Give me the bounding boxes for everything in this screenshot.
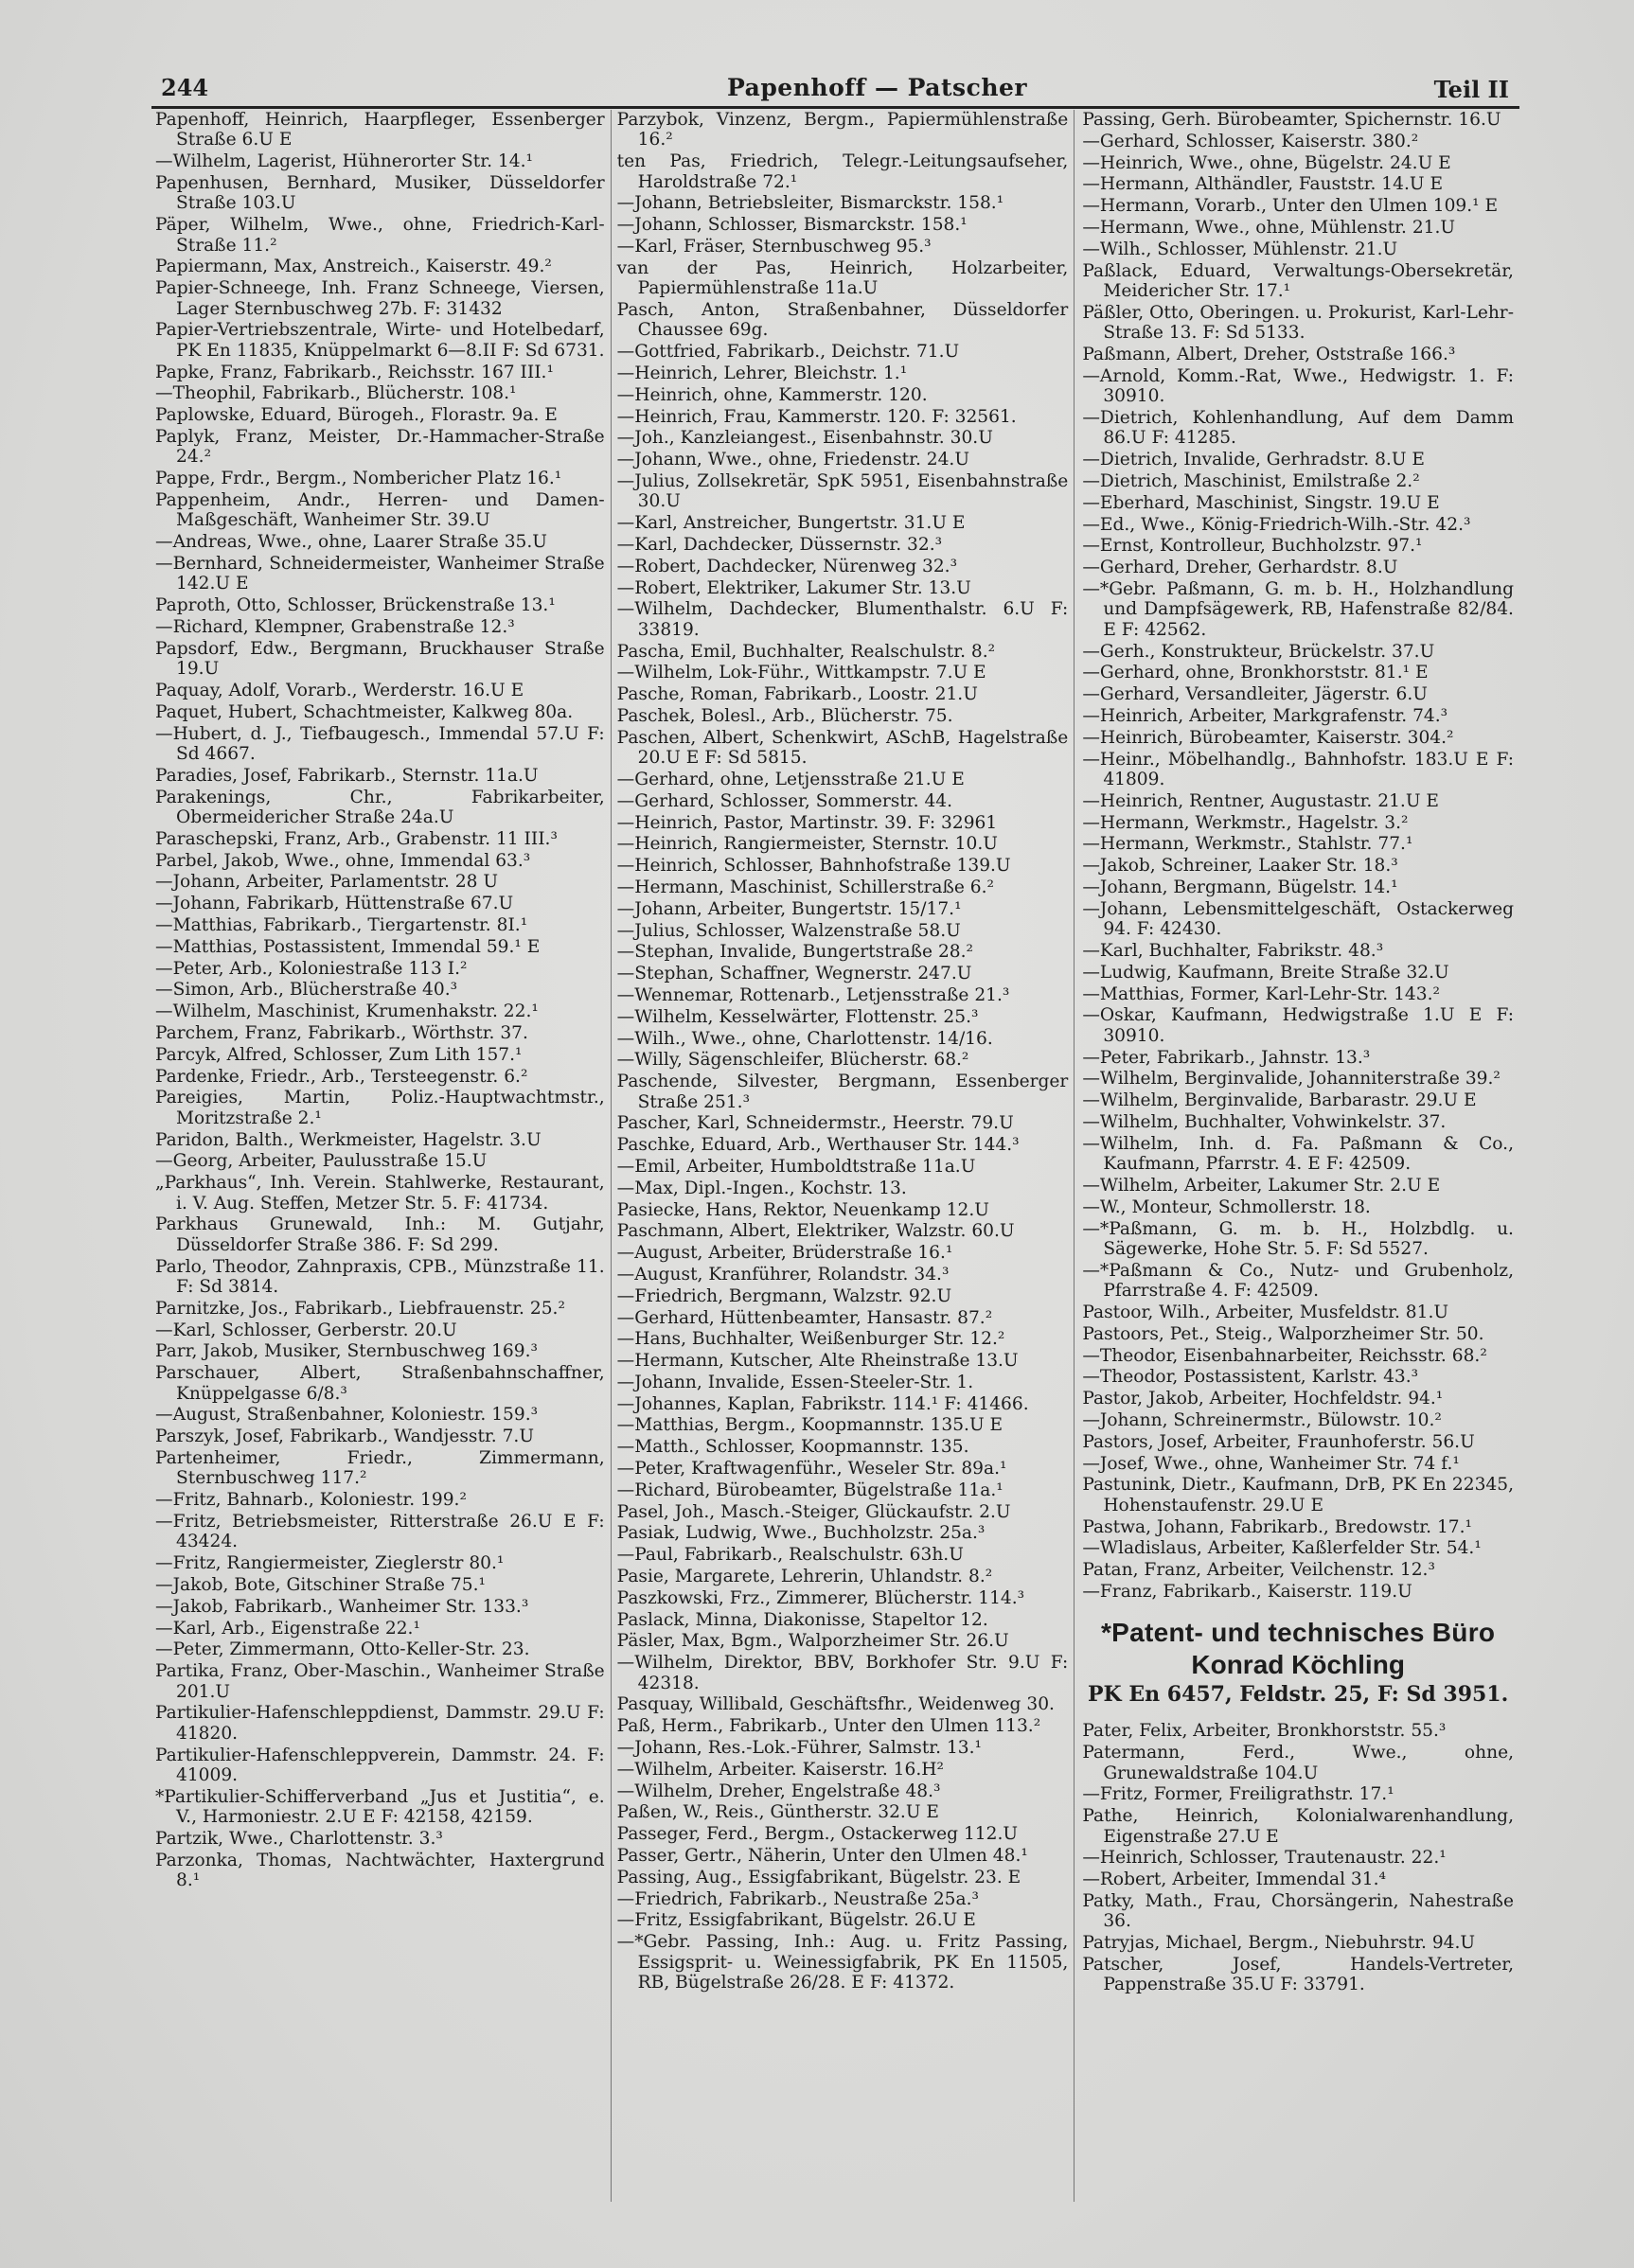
directory-entry: —Matth., Schlosser, Koopmannstr. 135. <box>616 1437 969 1458</box>
directory-entry: —Wilhelm, Berginvalide, Barbarastr. 29.U E <box>1082 1090 1477 1111</box>
column-3-entries-after-ad <box>1082 1721 1514 1994</box>
directory-entry: Pastor, Jakob, Arbeiter, Hochfeldstr. 94.¹ <box>1082 1389 1444 1409</box>
directory-entry: Päper, Wilhelm, Wwe., ohne, Friedrich-Karl-Straße 11.² <box>155 215 605 256</box>
directory-entry: Parkhaus Grunewald, Inh.: M. Gutjahr, Düsseldorfer Straße 386. F: Sd 299. <box>155 1214 605 1255</box>
directory-entry: Paschende, Silvester, Bergmann, Essenberger Straße 251.³ <box>616 1072 1069 1112</box>
directory-entry: Partikulier-Hafenschleppverein, Dammstr. 24. F: 41009. <box>155 1745 605 1785</box>
directory-entry: —Hermann, Kutscher, Alte Rheinstraße 13.U <box>616 1351 1019 1372</box>
directory-entry: —Willy, Sägenschleifer, Blücherstr. 68.² <box>616 1050 969 1071</box>
directory-entry: —Wilhelm, Lagerist, Hühnerorter Str. 14.¹ <box>155 151 533 172</box>
directory-entry: —Wennemar, Rottenarb., Letjensstraße 21.³ <box>616 984 1010 1005</box>
directory-entry: —Oskar, Kaufmann, Hedwigstraße 1.U E F: 30910. <box>1082 1005 1514 1046</box>
directory-entry: —Heinrich, Frau, Kammerstr. 120. F: 32561. <box>616 406 1017 427</box>
directory-entry: —Ludwig, Kaufmann, Breite Straße 32.U <box>1082 962 1449 983</box>
directory-entry: Pastwa, Johann, Fabrikarb., Bredowstr. 17.¹ <box>1082 1516 1472 1537</box>
directory-entry: Papenhusen, Bernhard, Musiker, Düsseldorfer Straße 103.U <box>155 173 605 214</box>
directory-entry: —Hermann, Wwe., ohne, Mühlenstr. 21.U <box>1082 217 1456 238</box>
directory-entry: —Theophil, Fabrikarb., Blücherstr. 108.¹ <box>155 383 517 404</box>
directory-entry: —Wilhelm, Kesselwärter, Flottenstr. 25.³ <box>616 1006 979 1027</box>
directory-entry: —Heinrich, Arbeiter, Markgrafenstr. 74.³ <box>1082 705 1448 726</box>
directory-entry: —Wilh., Wwe., ohne, Charlottenstr. 14/16. <box>616 1028 993 1049</box>
directory-entry: —Theodor, Eisenbahnarbeiter, Reichsstr. 68.² <box>1082 1345 1487 1366</box>
directory-entry: —Eberhard, Maschinist, Singstr. 19.U E <box>1082 492 1440 513</box>
directory-entry: —Heinrich, Schlosser, Trautenaustr. 22.¹ <box>1082 1848 1447 1869</box>
ad-company: Konrad Köchling <box>1191 1650 1405 1680</box>
directory-entry: —Johann, Arbeiter, Parlamentstr. 28 U <box>155 872 499 893</box>
directory-entry: —Johann, Fabrikarb, Hüttenstraße 67.U <box>155 894 514 914</box>
directory-entry: —Heinrich, Bürobeamter, Kaiserstr. 304.² <box>1082 727 1454 748</box>
directory-entry: Pascher, Karl, Schneidermstr., Heerstr. 79.U <box>616 1113 1014 1134</box>
directory-entry: Paßmann, Albert, Dreher, Oststraße 166.³ <box>1082 344 1456 364</box>
directory-entry: —Richard, Klempner, Grabenstraße 12.³ <box>155 617 515 637</box>
directory-entry: Papke, Franz, Fabrikarb., Reichsstr. 167 III.¹ <box>155 362 554 382</box>
directory-entry: Paquay, Adolf, Vorarb., Werderstr. 16.U E <box>155 681 524 700</box>
directory-entry: Papsdorf, Edw., Bergmann, Bruckhauser Straße 19.U <box>155 638 605 680</box>
directory-entry: Patryjas, Michael, Bergm., Niebuhrstr. 94.U <box>1082 1933 1476 1954</box>
directory-entry: Papier-Schneege, Inh. Franz Schneege, Viersen, Lager Sternbuschweg 27b. F: 31432 <box>155 278 605 319</box>
running-title: Papenhoff — Patscher <box>727 74 1028 101</box>
directory-entry: Papenhoff, Heinrich, Haarpfleger, Essenberger Straße 6.U E <box>155 110 605 151</box>
directory-entry: —Emil, Arbeiter, Humboldtstraße 11a.U <box>616 1156 976 1177</box>
directory-entry: —Heinrich, ohne, Kammerstr. 120. <box>616 384 928 405</box>
directory-entry: Parbel, Jakob, Wwe., ohne, Immendal 63.³ <box>155 850 531 871</box>
directory-entry: —Paul, Fabrikarb., Realschulstr. 63h.U <box>616 1545 964 1566</box>
directory-entry: Pasche, Roman, Fabrikarb., Loostr. 21.U <box>616 684 978 705</box>
directory-entry: Paß, Herm., Fabrikarb., Unter den Ulmen 113.² <box>616 1716 1041 1737</box>
directory-entry: Parzonka, Thomas, Nachtwächter, Haxtergrund 8.¹ <box>155 1850 605 1891</box>
directory-entry: —Wilhelm, Arbeiter. Kaiserstr. 16.H² <box>616 1759 944 1780</box>
directory-entry: —Gerhard, Dreher, Gerhardstr. 8.U <box>1082 558 1398 578</box>
directory-entry: —Max, Dipl.-Ingen., Kochstr. 13. <box>616 1178 907 1198</box>
directory-entry: —August, Arbeiter, Brüderstraße 16.¹ <box>616 1243 953 1264</box>
column-1 <box>151 110 612 2202</box>
directory-entry: Papier-Vertriebszentrale, Wirte- und Hotelbedarf, PK En 11835, Knüppelmarkt 6—8.II F: Sd 6731. <box>155 320 605 361</box>
directory-entry: Parcyk, Alfred, Schlosser, Zum Lith 157.¹ <box>155 1044 523 1065</box>
ad-contact: PK En 6457, Feldstr. 25, F: Sd 3951. <box>1088 1682 1509 1708</box>
part-label: Teil II <box>1433 76 1509 103</box>
directory-entry: —Wilhelm, Buchhalter, Vohwinkelstr. 37. <box>1082 1111 1447 1132</box>
directory-entry: —Wilhelm, Lok-Führ., Wittkampstr. 7.U E <box>616 663 986 683</box>
directory-entry: —Hermann, Werkmstr., Hagelstr. 3.² <box>1082 812 1409 833</box>
directory-entry: Papiermann, Max, Anstreich., Kaiserstr. 49.² <box>155 257 552 277</box>
directory-entry: Patky, Math., Frau, Chorsängerin, Nahestraße 36. <box>1082 1890 1514 1932</box>
directory-entry: —Matthias, Postassistent, Immendal 59.¹ E <box>155 936 541 957</box>
advertisement <box>1082 1617 1514 1708</box>
directory-entry: Paßen, W., Reis., Güntherstr. 32.U E <box>616 1802 939 1823</box>
directory-entry: —Gerhard, ohne, Bronkhorststr. 81.¹ E <box>1082 663 1429 683</box>
directory-entry: —Friedrich, Fabrikarb., Neustraße 25a.³ <box>616 1888 979 1909</box>
column-3 <box>1075 110 1519 2202</box>
directory-entry: *Partikulier-Schifferverband „Jus et Justitia“, e. V., Harmoniestr. 2.U E F: 42158, 42159. <box>155 1786 605 1828</box>
directory-entry: Paschke, Eduard, Arb., Werthauser Str. 144.³ <box>616 1135 1020 1156</box>
directory-entry: Paridon, Balth., Werkmeister, Hagelstr. 3.U <box>155 1129 542 1150</box>
directory-entry: Pareigies, Martin, Poliz.-Hauptwachtmstr., Moritzstraße 2.¹ <box>155 1088 605 1128</box>
directory-entry: Paslack, Minna, Diakonisse, Stapeltor 12. <box>616 1609 988 1630</box>
directory-entry: —Johannes, Kaplan, Fabrikstr. 114.¹ F: 41466. <box>616 1393 1029 1414</box>
directory-entry: —Karl, Fräser, Sternbuschweg 95.³ <box>616 237 932 257</box>
directory-entry: Passer, Gertr., Näherin, Unter den Ulmen 48.¹ <box>616 1846 1028 1867</box>
directory-entry: Pasquay, Willibald, Geschäftsfhr., Weidenweg 30. <box>616 1694 1055 1715</box>
directory-entry: —Wilhelm, Dachdecker, Blumenthalstr. 6.U F: 33819. <box>616 599 1069 640</box>
directory-entry: Parchem, Franz, Fabrikarb., Wörthstr. 37. <box>155 1022 528 1043</box>
directory-entry: —Wilhelm, Direktor, BBV, Borkhofer Str. 9.U F: 42318. <box>616 1653 1069 1693</box>
ad-title: *Patent- und technisches Büro <box>1100 1618 1496 1648</box>
directory-entry: Parschauer, Albert, Straßenbahnschaffner, Knüppelgasse 6/8.³ <box>155 1363 605 1404</box>
directory-entry: —Richard, Bürobeamter, Bügelstraße 11a.¹ <box>616 1480 1003 1500</box>
directory-entry: —Wilhelm, Dreher, Engelstraße 48.³ <box>616 1781 941 1801</box>
directory-entry: Pasch, Anton, Straßenbahner, Düsseldorfer Chaussee 69g. <box>616 300 1069 341</box>
directory-entry: Partzik, Wwe., Charlottenstr. 3.³ <box>155 1828 443 1849</box>
directory-entry: „Parkhaus“, Inh. Verein. Stahlwerke, Restaurant, i. V. Aug. Steffen, Metzer Str. 5. F: 41734. <box>155 1173 605 1214</box>
directory-entry: —Jakob, Schreiner, Laaker Str. 18.³ <box>1082 856 1398 877</box>
directory-entry: Patermann, Ferd., Wwe., ohne, Grunewaldstraße 104.U <box>1082 1743 1514 1783</box>
directory-entry: —Franz, Fabrikarb., Kaiserstr. 119.U <box>1082 1581 1412 1602</box>
directory-entry: —Hermann, Vorarb., Unter den Ulmen 109.¹ E <box>1082 196 1499 217</box>
directory-entry: —Wilhelm, Maschinist, Krumenhakstr. 22.¹ <box>155 1001 539 1022</box>
directory-entry: Pastors, Josef, Arbeiter, Fraunhoferstr. 56.U <box>1082 1431 1475 1452</box>
directory-entry: Parlo, Theodor, Zahnpraxis, CPB., Münzstraße 11. F: Sd 3814. <box>155 1256 605 1297</box>
directory-entry: —Jakob, Bote, Gitschiner Straße 75.¹ <box>155 1574 486 1595</box>
directory-entry: Paproth, Otto, Schlosser, Brückenstraße 13.¹ <box>155 595 556 616</box>
directory-entry: —Peter, Fabrikarb., Jahnstr. 13.³ <box>1082 1047 1371 1068</box>
directory-entry: —Matthias, Fabrikarb., Tiergartenstr. 8I.¹ <box>155 914 528 935</box>
directory-entry: —Dietrich, Kohlenhandlung, Auf dem Damm 86.U F: 41285. <box>1082 407 1514 449</box>
directory-entry: —Joh., Kanzleiangest., Eisenbahnstr. 30.U <box>616 428 993 449</box>
directory-entry: —Fritz, Bahnarb., Koloniestr. 199.² <box>155 1490 467 1511</box>
directory-entry: Parakenings, Chr., Fabrikarbeiter, Obermeidericher Straße 24a.U <box>155 787 605 827</box>
directory-entry: Paszkowski, Frz., Zimmerer, Blücherstr. 114.³ <box>616 1587 1025 1608</box>
directory-entry: —Wilhelm, Berginvalide, Johanniterstraße 39.² <box>1082 1069 1501 1090</box>
directory-entry: Partika, Franz, Ober-Maschin., Wanheimer Straße 201.U <box>155 1661 605 1702</box>
directory-entry: —Heinrich, Wwe., ohne, Bügelstr. 24.U E <box>1082 152 1451 173</box>
column-3-entries <box>1082 110 1514 1602</box>
directory-entry: —Fritz, Former, Freiligrathstr. 17.¹ <box>1082 1784 1394 1805</box>
directory-entry: —Robert, Elektriker, Lakumer Str. 13.U <box>616 577 971 598</box>
directory-entry: —Dietrich, Invalide, Gerhradstr. 8.U E <box>1082 450 1425 470</box>
directory-entry: —Hermann, Althändler, Fauststr. 14.U E <box>1082 174 1444 195</box>
directory-entry: —Johann, Res.-Lok.-Führer, Salmstr. 13.¹ <box>616 1738 982 1759</box>
directory-entry: —Friedrich, Bergmann, Walzstr. 92.U <box>616 1285 952 1306</box>
directory-entry: Pasiak, Ludwig, Wwe., Buchholzstr. 25a.³ <box>616 1523 986 1544</box>
directory-entry: Pasie, Margarete, Lehrerin, Uhlandstr. 8.² <box>616 1567 993 1587</box>
directory-entry: —Matthias, Former, Karl-Lehr-Str. 143.² <box>1082 983 1440 1004</box>
directory-entry: —Karl, Buchhalter, Fabrikstr. 48.³ <box>1082 940 1384 961</box>
directory-entry: —Gerhard, Hüttenbeamter, Hansastr. 87.² <box>616 1307 993 1328</box>
directory-entry: Pastunink, Dietr., Kaufmann, DrB, PK En 22345, Hohenstaufenstr. 29.U E <box>1082 1475 1514 1515</box>
directory-entry: —August, Straßenbahner, Koloniestr. 159.³ <box>155 1405 539 1426</box>
directory-entry: —Julius, Zollsekretär, SpK 5951, Eisenbahnstraße 30.U <box>616 470 1069 512</box>
directory-entry: —Heinrich, Rentner, Augustastr. 21.U E <box>1082 790 1439 811</box>
directory-entry: —Gerhard, Schlosser, Kaiserstr. 380.² <box>1082 131 1419 151</box>
directory-entry: —Gerhard, Versandleiter, Jägerstr. 6.U <box>1082 684 1428 705</box>
directory-entry: —Johann, Lebensmittelgeschäft, Ostackerweg 94. F: 42430. <box>1082 898 1514 940</box>
directory-entry: Pastoors, Pet., Steig., Walporzheimer Str. 50. <box>1082 1323 1484 1344</box>
directory-entry: Paplyk, Franz, Meister, Dr.-Hammacher-Straße 24.² <box>155 427 605 468</box>
header-rule <box>151 106 1519 109</box>
directory-entry: Parr, Jakob, Musiker, Sternbuschweg 169.³ <box>155 1341 538 1362</box>
page-header <box>159 74 1513 106</box>
directory-entry: Paradies, Josef, Fabrikarb., Sternstr. 11a.U <box>155 765 539 786</box>
directory-entry: —Wilhelm, Arbeiter, Lakumer Str. 2.U E <box>1082 1175 1441 1196</box>
directory-entry: Patscher, Josef, Handels-Vertreter, Pappenstraße 35.U F: 33791. <box>1082 1954 1514 1995</box>
directory-entry: —Johann, Wwe., ohne, Friedenstr. 24.U <box>616 450 970 470</box>
directory-entry: Pasel, Joh., Masch.-Steiger, Glückaufstr. 2.U <box>616 1501 1011 1522</box>
directory-entry: —Johann, Invalide, Essen-Steeler-Str. 1. <box>616 1372 974 1392</box>
directory-entry: —Gerhard, ohne, Letjensstraße 21.U E <box>616 769 965 789</box>
directory-entry: Paßlack, Eduard, Verwaltungs-Obersekretär, Meidericher Str. 17.¹ <box>1082 260 1514 301</box>
directory-entry: Paquet, Hubert, Schachtmeister, Kalkweg 80a. <box>155 701 574 722</box>
directory-entry: —Karl, Anstreicher, Bungertstr. 31.U E <box>616 513 966 534</box>
directory-columns <box>151 110 1519 2202</box>
directory-entry: —*Gebr. Passing, Inh.: Aug. u. Fritz Passing, Essigsprit- u. Weinessigfabrik, PK En 11505, RB, Bügelstraße 26/28. E F: 41372. <box>616 1932 1069 1993</box>
directory-entry: Passing, Aug., Essigfabrikant, Bügelstr. 23. E <box>616 1867 1021 1887</box>
directory-entry: van der Pas, Heinrich, Holzarbeiter, Papiermühlenstraße 11a.U <box>616 257 1069 299</box>
directory-entry: —*Gebr. Paßmann, G. m. b. H., Holzhandlung und Dampfsägewerk, RB, Hafenstraße 82/84. E F: 42562. <box>1082 578 1514 640</box>
directory-entry: —Heinrich, Lehrer, Bleichstr. 1.¹ <box>616 363 908 383</box>
directory-entry: ten Pas, Friedrich, Telegr.-Leitungsaufseher, Haroldstraße 72.¹ <box>616 151 1069 192</box>
directory-entry: —*Paßmann, G. m. b. H., Holzbdlg. u. Sägewerke, Hohe Str. 5. F: Sd 5527. <box>1082 1218 1514 1259</box>
directory-entry: Paplowske, Eduard, Bürogeh., Florastr. 9a. E <box>155 405 558 426</box>
directory-entry: —Heinr., Möbelhandlg., Bahnhofstr. 183.U E F: 41809. <box>1082 749 1514 789</box>
directory-entry: —Ed., Wwe., König-Friedrich-Wilh.-Str. 42.³ <box>1082 514 1471 535</box>
directory-entry: —Karl, Schlosser, Gerberstr. 20.U <box>155 1320 457 1340</box>
directory-entry: —Georg, Arbeiter, Paulusstraße 15.U <box>155 1151 488 1172</box>
directory-entry: —Arnold, Komm.-Rat, Wwe., Hedwigstr. 1. F: 30910. <box>1082 365 1514 407</box>
directory-entry: —Matthias, Bergm., Koopmannstr. 135.U E <box>616 1415 1003 1436</box>
directory-entry: Passeger, Ferd., Bergm., Ostackerweg 112.U <box>616 1824 1019 1845</box>
directory-entry: Paschek, Bolesl., Arb., Blücherstr. 75. <box>616 705 953 726</box>
directory-entry: —Robert, Dachdecker, Nürenweg 32.³ <box>616 556 958 576</box>
directory-entry: —Hubert, d. J., Tiefbaugesch., Immendal 57.U F: Sd 4667. <box>155 723 605 764</box>
directory-entry: —Karl, Arb., Eigenstraße 22.¹ <box>155 1618 420 1639</box>
directory-entry: —Ernst, Kontrolleur, Buchholzstr. 97.¹ <box>1082 536 1423 557</box>
directory-entry: —Johann, Schlosser, Bismarckstr. 158.¹ <box>616 215 968 236</box>
directory-entry: Pater, Felix, Arbeiter, Bronkhorststr. 55.³ <box>1082 1721 1447 1742</box>
directory-entry: —Gerhard, Schlosser, Sommerstr. 44. <box>616 790 953 811</box>
page-number: 244 <box>161 74 209 101</box>
column-2 <box>612 110 1075 2202</box>
directory-entry: —Heinrich, Rangiermeister, Sternstr. 10.U <box>616 834 998 855</box>
directory-entry: —Johann, Arbeiter, Bungertstr. 15/17.¹ <box>616 898 962 919</box>
directory-entry: —Josef, Wwe., ohne, Wanheimer Str. 74 f.¹ <box>1082 1453 1460 1474</box>
directory-entry: —Stephan, Schaffner, Wegnerstr. 247.U <box>616 964 972 984</box>
directory-entry: —Fritz, Rangiermeister, Zieglerstr 80.¹ <box>155 1553 505 1574</box>
directory-entry: Patan, Franz, Arbeiter, Veilchenstr. 12.³ <box>1082 1560 1435 1581</box>
directory-entry: —Bernhard, Schneidermeister, Wanheimer Straße 142.U E <box>155 554 605 594</box>
directory-entry: Paschen, Albert, Schenkwirt, ASchB, Hagelstraße 20.U E F: Sd 5815. <box>616 727 1069 769</box>
directory-entry: —Robert, Arbeiter, Immendal 31.⁴ <box>1082 1869 1386 1890</box>
directory-entry: —Dietrich, Maschinist, Emilstraße 2.² <box>1082 470 1420 491</box>
directory-entry: Partenheimer, Friedr., Zimmermann, Sternbuschweg 117.² <box>155 1447 605 1489</box>
directory-entry: —Gottfried, Fabrikarb., Deichstr. 71.U <box>616 342 960 363</box>
directory-entry: —Jakob, Fabrikarb., Wanheimer Str. 133.³ <box>155 1596 529 1617</box>
directory-entry: Parzybok, Vinzenz, Bergm., Papiermühlenstraße 16.² <box>616 110 1069 151</box>
directory-entry: —August, Kranführer, Rolandstr. 34.³ <box>616 1264 950 1285</box>
directory-entry: Pathe, Heinrich, Kolonialwarenhandlung, Eigenstraße 27.U E <box>1082 1806 1514 1847</box>
directory-entry: Pasiecke, Hans, Rektor, Neuenkamp 12.U <box>616 1199 989 1220</box>
directory-entry: —Hermann, Werkmstr., Stahlstr. 77.¹ <box>1082 834 1413 855</box>
directory-entry: —Hans, Buchhalter, Weißenburger Str. 12.² <box>616 1329 1005 1350</box>
directory-entry: —Peter, Kraftwagenführ., Weseler Str. 89a.¹ <box>616 1459 1007 1480</box>
directory-entry: Passing, Gerh. Bürobeamter, Spichernstr. 16.U <box>1082 110 1501 130</box>
directory-entry: Paraschepski, Franz, Arb., Grabenstr. 11 III.³ <box>155 828 558 849</box>
directory-entry: —Johann, Bergmann, Bügelstr. 14.¹ <box>1082 877 1398 897</box>
directory-entry: —Peter, Zimmermann, Otto-Keller-Str. 23. <box>155 1639 530 1660</box>
directory-entry: Parnitzke, Jos., Fabrikarb., Liebfrauenstr. 25.² <box>155 1298 565 1319</box>
directory-entry: —Peter, Arb., Koloniestraße 113 I.² <box>155 958 468 979</box>
directory-entry: —Fritz, Essigfabrikant, Bügelstr. 26.U E <box>616 1910 976 1931</box>
directory-entry: —Stephan, Invalide, Bungertstraße 28.² <box>616 942 973 963</box>
directory-entry: Parszyk, Josef, Fabrikarb., Wandjesstr. 7.U <box>155 1426 535 1447</box>
directory-entry: Paschmann, Albert, Elektriker, Walzstr. 60.U <box>616 1221 1015 1242</box>
directory-entry: —Julius, Schlosser, Walzenstraße 58.U <box>616 920 961 941</box>
directory-entry: —Wilh., Schlosser, Mühlenstr. 21.U <box>1082 239 1398 259</box>
directory-entry: —Andreas, Wwe., ohne, Laarer Straße 35.U <box>155 532 547 553</box>
directory-entry: Pappenheim, Andr., Herren- und Damen-Maßgeschäft, Wanheimer Str. 39.U <box>155 490 605 531</box>
directory-entry: Päsler, Max, Bgm., Walporzheimer Str. 26.U <box>616 1631 1009 1652</box>
directory-entry: Partikulier-Hafenschleppdienst, Dammstr. 29.U F: 41820. <box>155 1703 605 1744</box>
directory-entry: —*Paßmann & Co., Nutz- und Grubenholz, Pfarrstraße 4. F: 42509. <box>1082 1260 1514 1302</box>
directory-entry: —Wilhelm, Inh. d. Fa. Paßmann & Co., Kaufmann, Pfarrstr. 4. E F: 42509. <box>1082 1133 1514 1175</box>
directory-entry: Pardenke, Friedr., Arb., Tersteegenstr. 6.² <box>155 1066 528 1087</box>
directory-entry: —Heinrich, Pastor, Martinstr. 39. F: 32961 <box>616 812 998 833</box>
directory-entry: —W., Monteur, Schmollerstr. 18. <box>1082 1196 1371 1217</box>
directory-entry: —Heinrich, Schlosser, Bahnhofstraße 139.U <box>616 856 1011 877</box>
directory-entry: —Gerh., Konstrukteur, Brückelstr. 37.U <box>1082 641 1435 662</box>
directory-entry: —Johann, Betriebsleiter, Bismarckstr. 158.¹ <box>616 193 1004 214</box>
directory-entry: Pastoor, Wilh., Arbeiter, Musfeldstr. 81.U <box>1082 1302 1449 1322</box>
directory-entry: Pascha, Emil, Buchhalter, Realschulstr. 8.² <box>616 641 996 662</box>
directory-entry: —Hermann, Maschinist, Schillerstraße 6.² <box>616 877 994 897</box>
directory-entry: Päßler, Otto, Oberingen. u. Prokurist, Karl-Lehr-Straße 13. F: Sd 5133. <box>1082 302 1514 344</box>
directory-entry: —Simon, Arb., Blücherstraße 40.³ <box>155 980 458 1001</box>
directory-entry: —Fritz, Betriebsmeister, Ritterstraße 26.U E F: 43424. <box>155 1511 605 1552</box>
directory-entry: —Johann, Schreinermstr., Bülowstr. 10.² <box>1082 1409 1442 1430</box>
directory-entry: —Wladislaus, Arbeiter, Kaßlerfelder Str. 54.¹ <box>1082 1538 1482 1559</box>
directory-entry: Pappe, Frdr., Bergm., Nombericher Platz 16.¹ <box>155 469 562 489</box>
directory-entry: —Karl, Dachdecker, Düssernstr. 32.³ <box>616 534 943 555</box>
directory-entry: —Theodor, Postassistent, Karlstr. 43.³ <box>1082 1367 1419 1388</box>
